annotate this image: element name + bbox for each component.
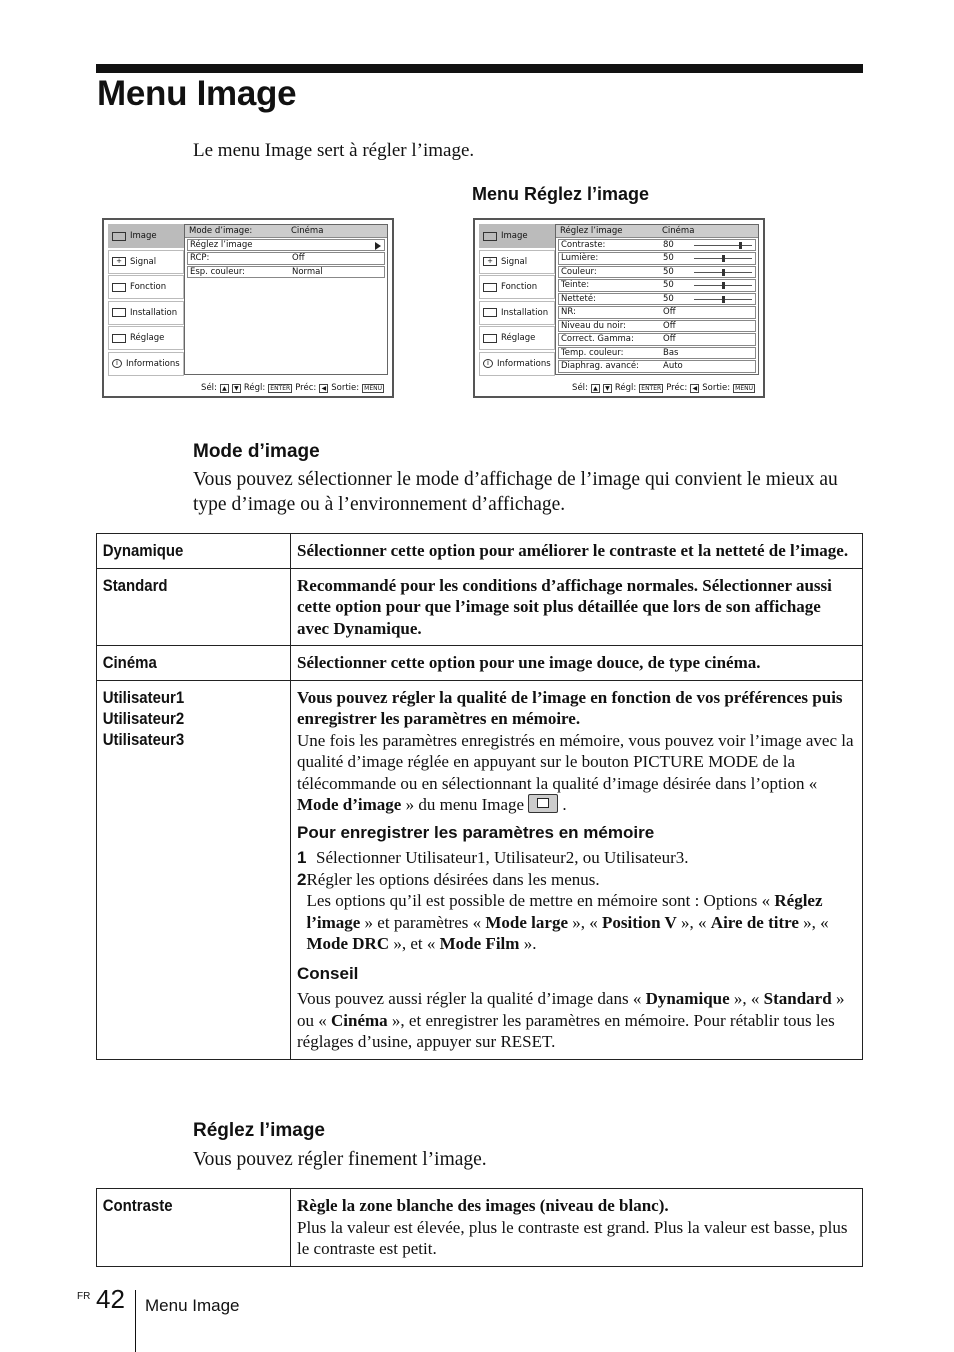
- osd-row: Netteté: 50: [558, 293, 756, 306]
- key-utilisateurs: Utilisateur1 Utilisateur2 Utilisateur3: [97, 680, 268, 1059]
- osd-slider: [694, 245, 752, 246]
- installation-icon: [112, 308, 126, 317]
- mode-table: [96, 533, 863, 1060]
- picture-icon: [112, 232, 126, 241]
- key-standard: Standard: [97, 568, 268, 646]
- osd-slider-knob: [739, 242, 742, 249]
- key-contraste: Contraste: [97, 1189, 268, 1267]
- osd-side-image: Image: [108, 224, 184, 248]
- osd-side-signal: + Signal: [479, 250, 555, 274]
- osd-slider: [694, 272, 752, 273]
- osd-row: Niveau du noir: Off: [558, 320, 756, 333]
- table-row: [97, 534, 863, 569]
- left-arrow-icon: ◀: [319, 384, 328, 393]
- title-rule: [96, 64, 863, 73]
- footer-section: Menu Image: [145, 1296, 240, 1315]
- down-arrow-icon: ▼: [603, 384, 612, 393]
- reglez-text: Vous pouvez régler finement l’image.: [193, 1149, 487, 1170]
- submenu-arrow-icon: [375, 242, 381, 250]
- footer-lang: FR: [77, 1291, 91, 1302]
- picture-icon: [483, 232, 497, 241]
- osd-row: Teinte: 50: [558, 279, 756, 292]
- osd-sidebar: [108, 224, 184, 375]
- intro-text: Le menu Image sert à régler l’image.: [193, 140, 475, 161]
- desc-cinema: Sélectionner cette option pour une image douce, de type cinéma.: [291, 646, 863, 681]
- signal-icon: +: [483, 257, 497, 266]
- osd-side-fonction: Fonction: [479, 275, 555, 299]
- image-menu-icon: [528, 794, 558, 813]
- osd-sidebar: [479, 224, 555, 375]
- osd-row: NR: Off: [558, 306, 756, 319]
- osd-row: Lumière: 50: [558, 252, 756, 265]
- desc-utilisateurs: Vous pouvez régler la qualité de l’image en fonction de vos préférences puis enregistrer les paramètres en mémoire. Une fois les paramètres enregistrés en mémoire, vous pouvez voir l’image avec la qualité d’image réglée en appuyant sur le bouton PICTURE MODE de la télécommande ou en sélectionnant la qualité d’image désirée dans l’option « Mode d’image » du menu Image . Pour enregistrer les paramètres en mémoire 1 Sélectionner Utilisateur1, Utilisateur2, ou Utilisateur3. 2 Régler les options désirées dans les menus. Les options qu’il est possible de mettre en mémoire sont : Options « Réglez l’image » et paramètres « Mode large », « Position V », « Aire de titre », « Mode DRC », et « Mode Film ». Conseil Vous pouvez aussi régler la qualité d’image dans « Dynamique », « Standard » ou « Cinéma », et enregistrer les paramètres en mémoire. Pour rétablir tous les réglages d’usine, appuyer sur RESET.: [291, 680, 863, 1059]
- down-arrow-icon: ▼: [232, 384, 241, 393]
- osd-slider-knob: [722, 269, 725, 276]
- osd-slider: [694, 285, 752, 286]
- osd-slider: [694, 299, 752, 300]
- signal-icon: +: [112, 257, 126, 266]
- table-row: [97, 568, 863, 646]
- info-icon: i: [483, 359, 493, 368]
- osd-footer: Sél: ▲ ▼ Régl: ENTER Préc: ◀ Sortie: MENU: [572, 383, 753, 393]
- up-arrow-icon: ▲: [220, 384, 229, 393]
- osd-side-reglage: Réglage: [108, 326, 184, 350]
- key-cinema: Cinéma: [97, 646, 268, 681]
- footer-divider: [135, 1290, 136, 1352]
- osd-header: Mode d’image: Cinéma: [185, 225, 387, 238]
- osd-footer: Sél: ▲ ▼ Régl: ENTER Préc: ◀ Sortie: MENU: [201, 383, 382, 393]
- osd-panel: [184, 224, 388, 375]
- osd-slider-knob: [722, 296, 725, 303]
- menu2-caption: Menu Réglez l’image: [472, 184, 650, 204]
- osd-slider-knob: [722, 282, 725, 289]
- mode-heading: Mode d’image: [193, 441, 320, 462]
- osd-panel: [555, 224, 759, 375]
- left-arrow-icon: ◀: [690, 384, 699, 393]
- osd-image-menu: [102, 218, 394, 398]
- osd-slider: [694, 258, 752, 259]
- osd-row: RCP: Off: [187, 252, 385, 265]
- desc-dynamique: Sélectionner cette option pour améliorer le contraste et la netteté de l’image.: [291, 534, 863, 569]
- desc-standard: Recommandé pour les conditions d’affichage normales. Sélectionner aussi cette option pour que l’image soit plus détaillée que lors de son affichage avec Dynamique.: [291, 568, 863, 646]
- osd-side-fonction: Fonction: [108, 275, 184, 299]
- osd-side-informations: i Informations: [108, 352, 184, 376]
- desc-contraste: Règle la zone blanche des images (niveau de blanc). Plus la valeur est élevée, plus le contraste est grand. Plus la valeur est basse, plus le contraste est petit.: [291, 1189, 863, 1267]
- key-dynamique: Dynamique: [97, 534, 268, 569]
- toolbox-icon: [483, 334, 497, 343]
- function-icon: [112, 283, 126, 292]
- osd-header: Réglez l’image Cinéma: [556, 225, 758, 238]
- table-row: [97, 646, 863, 681]
- osd-row: Correct. Gamma: Off: [558, 333, 756, 346]
- osd-row: Réglez l’image: [187, 239, 385, 252]
- osd-reglez-menu: [473, 218, 765, 398]
- table-row: [97, 680, 863, 1059]
- reglez-table: [96, 1188, 863, 1267]
- osd-side-signal: + Signal: [108, 250, 184, 274]
- osd-side-installation: Installation: [479, 301, 555, 325]
- osd-side-reglage: Réglage: [479, 326, 555, 350]
- function-icon: [483, 283, 497, 292]
- info-icon: i: [112, 359, 122, 368]
- osd-row: Temp. couleur: Bas: [558, 347, 756, 360]
- osd-row: Esp. couleur: Normal: [187, 266, 385, 279]
- osd-side-installation: Installation: [108, 301, 184, 325]
- osd-side-image: Image: [479, 224, 555, 248]
- osd-row: Contraste: 80: [558, 239, 756, 252]
- reglez-heading: Réglez l’image: [193, 1120, 325, 1141]
- osd-slider-knob: [722, 255, 725, 262]
- page-number: 42: [96, 1284, 125, 1314]
- page-title: Menu Image: [97, 74, 297, 113]
- up-arrow-icon: ▲: [591, 384, 600, 393]
- osd-row: Couleur: 50: [558, 266, 756, 279]
- toolbox-icon: [112, 334, 126, 343]
- table-row: [97, 1189, 863, 1267]
- installation-icon: [483, 308, 497, 317]
- mode-text: Vous pouvez sélectionner le mode d’affichage de l’image qui convient le mieux au type d’image ou à l’environnement d’affichage.: [193, 469, 838, 515]
- osd-side-informations: i Informations: [479, 352, 555, 376]
- osd-row: Diaphrag. avancé: Auto: [558, 360, 756, 373]
